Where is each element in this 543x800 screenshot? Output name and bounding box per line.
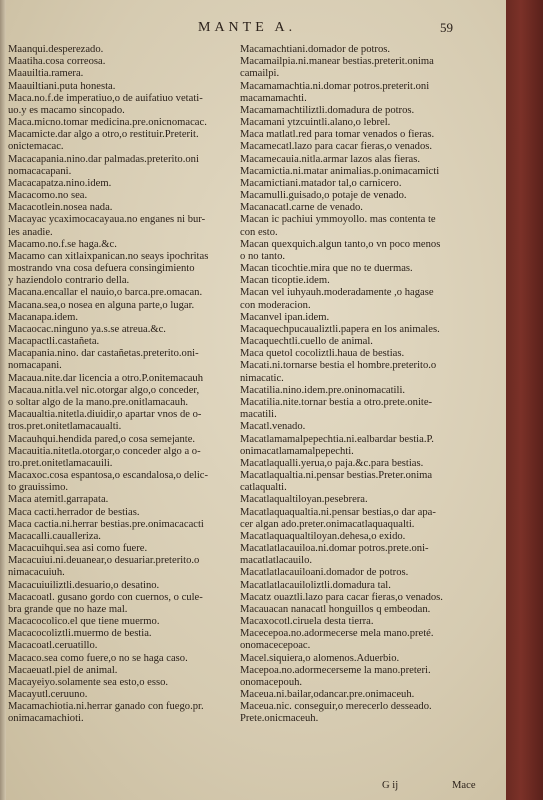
dictionary-entry-line: Macamicte.dar algo a otro,o restituir.Preterit. [8,129,199,141]
dictionary-entry-line: Macamecauia.nitla.armar lazos alas fieras. [240,153,420,165]
dictionary-entry-line: Macamailpia.ni.manear bestias.preterit.onima [240,56,434,68]
dictionary-entry-line: Macaquechtli.cuello de animal. [240,336,373,348]
dictionary-entry-line: Maauiltiani.puta honesta. [8,80,116,92]
dictionary-entry-line: Macaeuatl.piel de animal. [8,664,118,676]
dictionary-entry-line: onomacecepoac. [240,640,311,652]
dictionary-entry-line: Macan quexquich.algun tanto,o vn poco menos [240,238,441,250]
dictionary-entry-line: macatili. [240,409,277,421]
dictionary-entry-line: Macana.encallar el nauio,o barca.pre.omacan. [8,287,203,299]
folio-number: 59 [440,20,453,35]
running-head: MANTE A. [198,20,297,35]
dictionary-entry-line: Macacomo.no sea. [8,190,88,202]
dictionary-entry-line: Macacapania.nino.dar palmadas.preterito.oni [8,153,199,165]
dictionary-entry-line: Macatlaquaqualtia.ni.pensar bestias,o dar apa- [240,506,436,518]
dictionary-entry-line: macamamachti. [240,92,307,104]
dictionary-entry-line: Maauiltia.ramera. [8,68,84,80]
dictionary-entry-line: Maceua.nic. conseguir,o merecerlo desseado. [240,701,432,713]
left-column [8,44,236,726]
dictionary-entry-line: Macatlatlacauiloliztli.domadura tal. [240,579,391,591]
catchword: Mace [452,780,476,791]
dictionary-entry-line: Maca matlatl.red para tomar venados o fieras. [240,129,435,141]
dictionary-entry-line: Macanapa.idem. [8,311,79,323]
dictionary-entry-line: Macacapatza.nino.idem. [8,177,112,189]
dictionary-entry-line: o soltar algo de la mano.pre.onitlamacauh. [8,396,189,408]
dictionary-entry-line: Macacuiui.ni.deuanear,o desuariar.preterito.o [8,555,200,567]
right-column [240,44,490,726]
dictionary-entry-line: Macatilia.nite.tornar bestia a otro.prete.onite- [240,396,433,408]
signature-mark: G ij [382,780,399,791]
dictionary-entry-line: Macatlaqualtia.ni.pensar bestias.Preter.onima [240,470,433,482]
dictionary-entry-line: Macamictiani.matador tal,o carnicero. [240,177,402,189]
dictionary-entry-line: Macayac ycaximocacayaua.no enganes ni bur- [8,214,206,226]
dictionary-entry-line: Macayeiyo.solamente sea esto,o esso. [8,676,169,688]
dictionary-entry-line: Macamamachtia.ni.domar potros.preterit.oni [240,80,430,92]
dictionary-entry-line: Maca.no.f.de imperatiuo,o de auifatiuo vetati- [8,92,203,104]
dictionary-entry-line: to grauissimo. [8,482,69,494]
dictionary-entry-line: Macan ticochtie.mira que no te duermas. [240,263,413,275]
dictionary-entry-line: Macati.ni.tornarse bestia el hombre.preterito.o [240,360,437,372]
dictionary-entry-line: Macecepoa.no.adormecerse mela mano.preté. [240,628,434,640]
dictionary-entry-line: onimacatlamamalpepechti. [240,445,354,457]
dictionary-entry-line: Macatlamamalpepechtia.ni.ealbardar bestia.P. [240,433,434,445]
dictionary-entry-line: Macana.sea,o nosea en alguna parte,o lugar. [8,299,195,311]
dictionary-entry-line: Macanvel ipan.idem. [240,311,330,323]
dictionary-entry-line: Macacocolico.el que tiene muermo. [8,616,160,628]
dictionary-entry-line: Macacuiuiliztli.desuario,o desatino. [8,579,160,591]
dictionary-entry-line: onictemacac. [8,141,64,153]
page-header [0,20,506,40]
dictionary-entry-line: Macatz ouaztli.lazo para cacar fieras,o venados. [240,591,443,603]
dictionary-entry-line: tros.pret.onitetlamacaualti. [8,421,122,433]
dictionary-entry-line: macatlatlacauilo. [240,555,313,567]
dictionary-entry-line: Macatlaquaqualtiloyan.dehesa,o exido. [240,530,406,542]
dictionary-entry-line: Maca cactia.ni.herrar bestias.pre.onimacacacti [8,518,204,530]
dictionary-entry-line: Macacoatl. gusano gordo con cuernos, o cule- [8,591,203,603]
dictionary-entry-line: Macan vel iuhyauh.moderadamente ,o hagase [240,287,434,299]
dictionary-entry-line: Maca cacti.herrador de bestias. [8,506,140,518]
dictionary-entry-line: Maatiha.cosa correosa. [8,56,106,68]
dictionary-entry-line: cer algan ado.preter.onimacatlaquaqualti. [240,518,415,530]
dictionary-entry-line: Prete.onicmaceuh. [240,713,319,725]
dictionary-entry-line: Macamo.no.f.se haga.&c. [8,238,117,250]
dictionary-entry-line: Macatlatlacauiloa.ni.domar potros.prete.oni- [240,543,429,555]
dictionary-entry-line: Macayutl.ceruuno. [8,689,88,701]
dictionary-entry-line: bra grande que no haze mal. [8,603,128,615]
dictionary-entry-line: Macauacan nanacatl honguillos q embeodan. [240,603,431,615]
page-gutter [0,0,6,800]
dictionary-entry-line: Macacocoliztli.muermo de bestia. [8,628,152,640]
dictionary-entry-line: les anadie. [8,226,53,238]
dictionary-entry-line: uo.y es macamo sincopado. [8,104,125,116]
dictionary-entry-line: Macacotlein.nosea nada. [8,202,113,214]
dictionary-entry-line: con moderacion. [240,299,311,311]
dictionary-entry-line: Macamamachtiliztli.domadura de potros. [240,104,415,116]
dictionary-entry-line: nomacacapani. [8,165,72,177]
dictionary-entry-line: tro.pret.onitetlamacauili. [8,457,113,469]
dictionary-entry-line: camailpi. [240,68,280,80]
dictionary-entry-line: Maca atemitl.garrapata. [8,494,109,506]
dictionary-entry-line: nimacatic. [240,372,284,384]
dictionary-entry-line: Macan ticoptie.idem. [240,275,330,287]
dictionary-entry-line: Macatlatlacauiloani.domador de potros. [240,567,409,579]
dictionary-entry-line: con esto. [240,226,278,238]
dictionary-entry-line: Macaco.sea como fuere,o no se haga caso. [8,652,188,664]
dictionary-entry-line: Macaualtia.nitetla.diuidir,o apartar vnos de o- [8,409,202,421]
dictionary-entry-line: Macacuihqui.sea asi como fuere. [8,543,148,555]
dictionary-entry-line: mostrando vna cosa defuera consingimiento [8,263,195,275]
dictionary-entry-line: Macaquechpucaualiztli.papera en los animales. [240,323,440,335]
dictionary-entry-line: Maca.micno.tomar medicina.pre.onicnomacac. [8,117,207,129]
dictionary-entry-line: Macacoatl.ceruatillo. [8,640,98,652]
dictionary-entry-line: Macacalli.caualleriza. [8,530,101,542]
dictionary-entry-line: Macel.siquiera,o alomenos.Aduerbio. [240,652,400,664]
dictionary-entry-line: Macamachtiani.domador de potros. [240,44,391,55]
dictionary-entry-line: Maceua.ni.bailar,odancar.pre.onimaceuh. [240,689,415,701]
dictionary-entry-line: Macapania.nino. dar castañetas.preterito.oni- [8,348,199,360]
page-footer [0,780,506,794]
dictionary-entry-line: Macamecatl.lazo para cacar fieras,o venados. [240,141,433,153]
dictionary-entry-line: Maca quetol cocoliztli.haua de bestias. [240,348,405,360]
dictionary-entry-line: o no tanto. [240,250,286,262]
dictionary-entry-line: Macamani ytzcuintli.alano,o lebrel. [240,117,391,129]
dictionary-entry-line: onomacepouh. [240,676,303,688]
dictionary-entry-line: Macapactli.castañeta. [8,336,100,348]
dictionary-entry-line: Macan ic pachiui ymmoyollo. mas contenta te [240,214,436,226]
dictionary-entry-line: Macaocac.ninguno ya.s.se atreua.&c. [8,323,166,335]
dictionary-entry-line: Macauhqui.hendida pared,o cosa semejante. [8,433,196,445]
dictionary-entry-line: onimacamachioti. [8,713,84,725]
dictionary-entry-line: Macaxocotl.ciruela desta tierra. [240,616,374,628]
dictionary-entry-line: Maanqui.desperezado. [8,44,104,55]
dictionary-entry-line: Macaxoc.cosa espantosa,o escandalosa,o delic- [8,470,209,482]
dictionary-entry-line: Macaua.nitla.vel nic.otorgar algo,o conceder, [8,384,200,396]
dictionary-entry-line: Macamictia.ni.matar animalias.p.onimacamicti [240,165,440,177]
dictionary-entry-line: Macepoa.no.adormecerseme la mano.preteri. [240,664,431,676]
dictionary-entry-line: y haziendolo contrario della. [8,275,130,287]
dictionary-entry-line: catlaqualti. [240,482,287,494]
dictionary-entry-line: Macatlaqualtiloyan.pesebrera. [240,494,368,506]
dictionary-entry-line: Macatlaqualli.yerua,o paja.&c.para bestias. [240,457,424,469]
dictionary-entry-line: Macaua.nite.dar licencia a otro.P.onitemacauh [8,372,204,384]
dictionary-entry-line: Macauitia.nitetla.otorgar,o conceder algo a o- [8,445,201,457]
dictionary-entry-line: Macanacatl.carne de venado. [240,202,363,214]
dictionary-entry-line: Macamo can xitlaixpanican.no seays ipochritas [8,250,209,262]
dictionary-entry-line: Macamulli.guisado,o potaje de venado. [240,190,407,202]
dictionary-entry-line: Macamachiotia.ni.herrar ganado con fuego.pr. [8,701,204,713]
dictionary-entry-line: Macatl.venado. [240,421,306,433]
dictionary-entry-line: nimacacuiuh. [8,567,65,579]
dictionary-entry-line: Macatilia.nino.idem.pre.oninomacatili. [240,384,406,396]
dictionary-entry-line: nomacapani. [8,360,62,372]
binding-edge [506,0,543,800]
